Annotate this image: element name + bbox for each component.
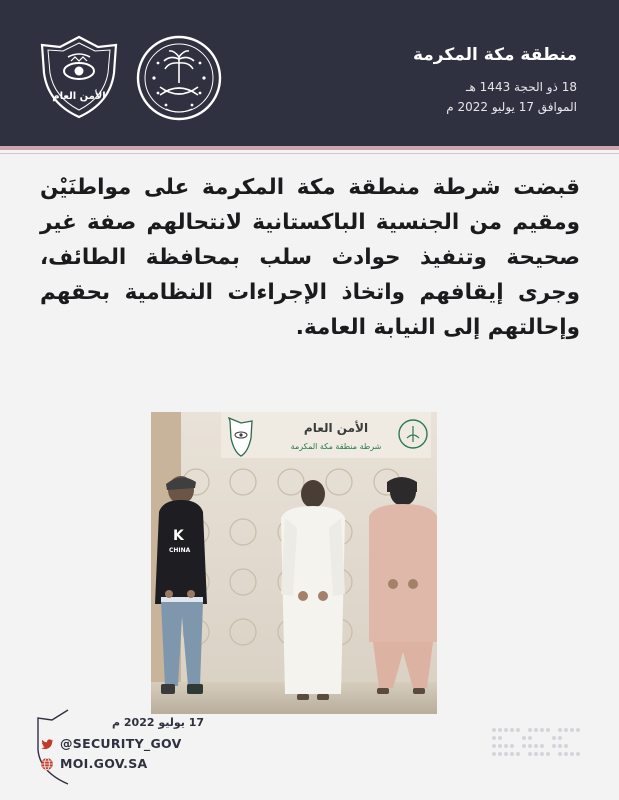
shirt-print-k: K [173, 528, 184, 544]
decorative-dot-pattern [490, 722, 585, 762]
website-link[interactable]: MOI.GOV.SA [60, 756, 148, 771]
article-body: قبضت شرطة منطقة مكة المكرمة على مواطنَيْن ومقيم من الجنسية الباكستانية لانتحالهم صفة غير صحيحة وتنفيذ حوادث سلب بمحافظة الطائف، وجرى إيقافهم واتخاذ الإجراءات النظامية بحقهم وإحالتهم إلى النيابة العامة. [40, 175, 580, 340]
public-security-shield-icon [38, 33, 120, 121]
hijri-date: 18 ذو الحجة 1443 هـ [466, 80, 577, 94]
shirt-print-china: CHINA [169, 547, 191, 554]
header-accent-thin-line [0, 153, 619, 154]
arrest-photo [151, 412, 437, 714]
twitter-handle-link[interactable]: @SECURITY_GOV [60, 736, 182, 751]
shield-emblem-text: الأمن العام [52, 91, 106, 102]
photo-banner-title: الأمن العام [303, 421, 369, 435]
region-title: منطقة مكة المكرمة [412, 45, 577, 65]
photo-banner-subtitle: شرطة منطقة مكة المكرمة [290, 442, 382, 451]
gregorian-date: الموافق 17 يوليو 2022 م [446, 100, 577, 114]
footer-date: 17 يوليو 2022 م [112, 716, 205, 729]
header-accent-line [0, 146, 619, 150]
person-middle [281, 480, 345, 700]
twitter-bird-icon [40, 737, 54, 751]
national-emblem-icon [136, 35, 222, 121]
globe-icon [40, 757, 54, 771]
header-bar [0, 0, 619, 146]
